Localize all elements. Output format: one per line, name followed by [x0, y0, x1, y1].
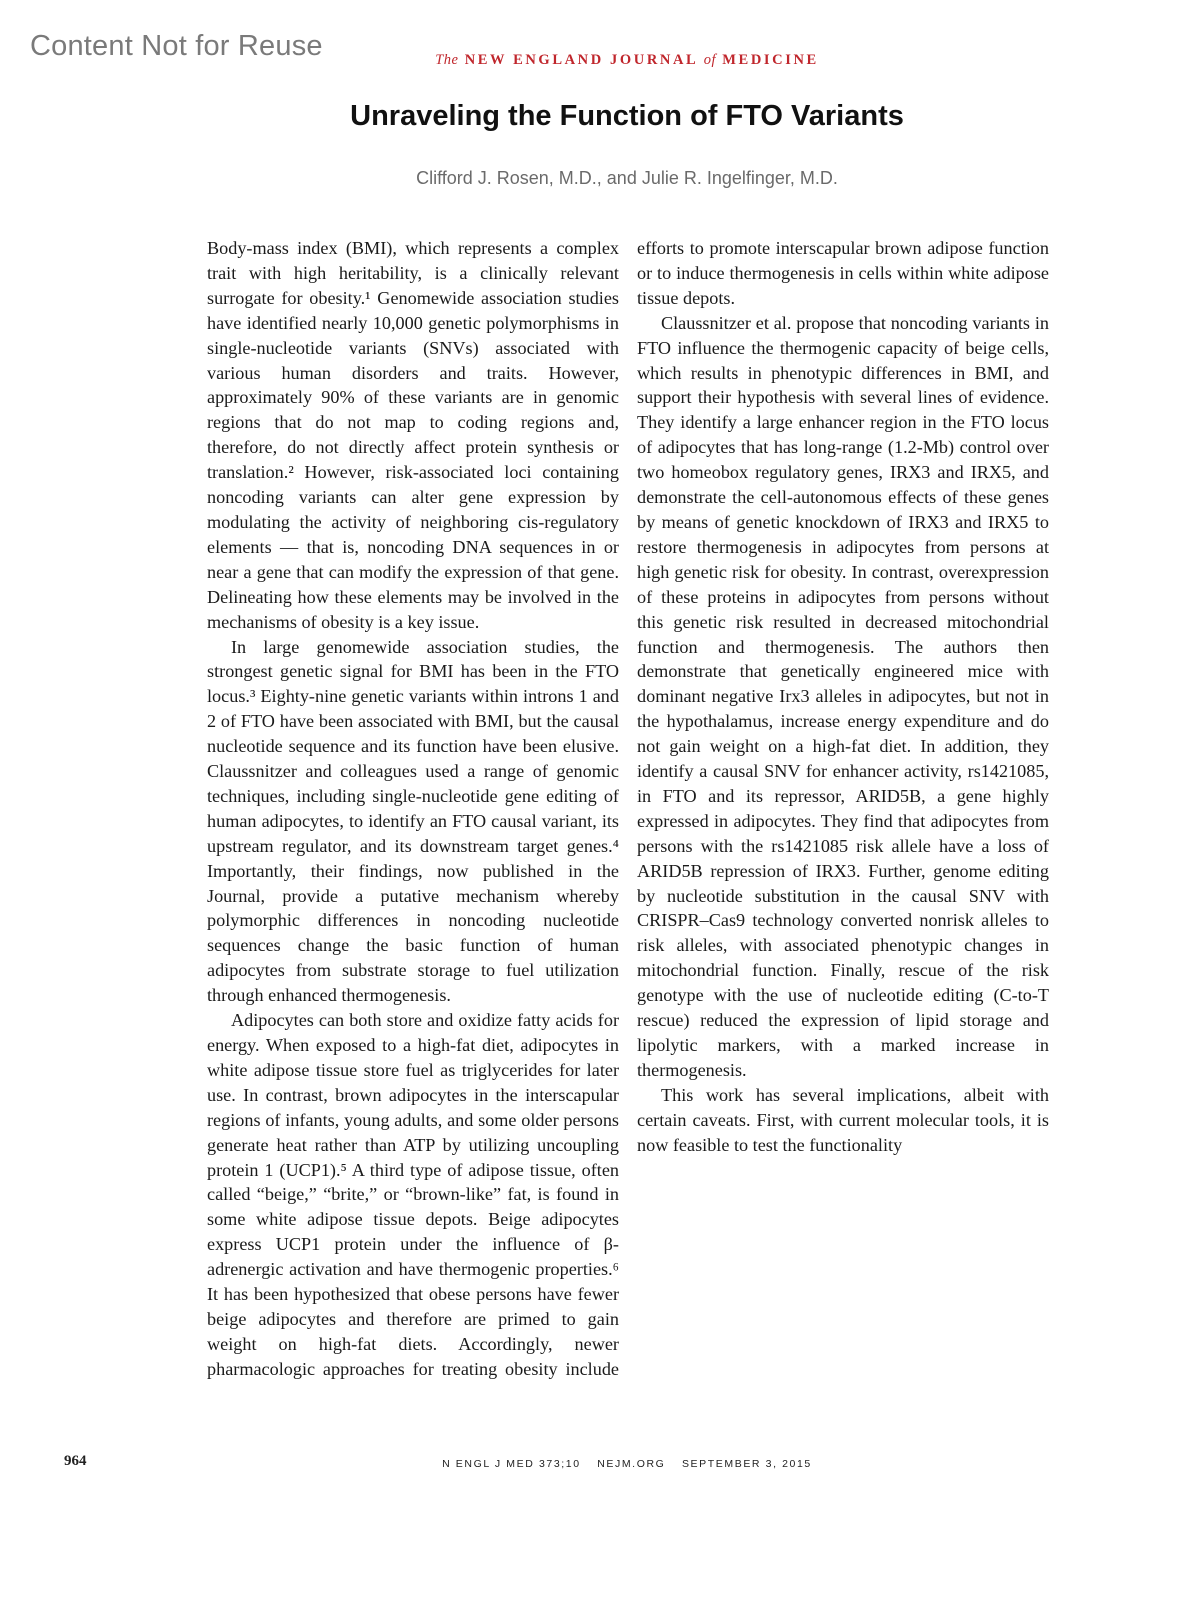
body-paragraph: In large genomewide association studies, the strongest genetic signal for BMI has been in the FTO locus.³ Eighty-nine genetic variants within introns 1 and 2 of FTO have been associated with BMI, but the causal nucleotide sequence and its function have been elusive. Claussnitzer and colleagues used a range of genomic techniques, including single-nucleotide gene editing of human adipocytes, to identify an FTO causal variant, its upstream regulator, and its downstream target genes.⁴ Importantly, their findings, now published in the Journal, provide a putative mechanism whereby polymorphic differences in noncoding nucleotide sequences change the basic function of human adipocytes from substrate storage to fuel utilization through enhanced thermogenesis. — [207, 636, 619, 1006]
masthead-end: MEDICINE — [722, 52, 819, 68]
body-paragraph: This work has several implications, albeit with certain caveats. First, with current molecular tools, it is now feasible to test the functionality — [637, 1084, 1049, 1155]
masthead-mid: NEW ENGLAND JOURNAL — [464, 52, 698, 68]
journal-masthead — [0, 52, 1200, 69]
article-authors: Clifford J. Rosen, M.D., and Julie R. Ingelfinger, M.D. — [416, 168, 838, 188]
footer-site: NEJM.ORG — [597, 1458, 666, 1470]
masthead-of: of — [703, 52, 717, 68]
page-number: 964 — [64, 1453, 87, 1469]
footer-date: SEPTEMBER 3, 2015 — [681, 1458, 812, 1470]
watermark: Content Not for Reuse — [30, 30, 323, 62]
body-paragraph: Claussnitzer et al. propose that noncoding variants in FTO influence the thermogenic capacity of beige cells, which results in phenotypic differences in BMI, and support their hypothesis with several lines of evidence. They identify a large enhancer region in the FTO locus of adipocytes that has long-range (1.2-Mb) control over two homeobox regulatory genes, IRX3 and IRX5, and demonstrate the cell-autonomous effects of these genes by means of genetic knockdown of IRX3 and IRX5 to restore thermogenesis in adipocytes from persons at high genetic risk for obesity. In contrast, overexpression of these proteins in adipocytes from persons without this genetic risk resulted in decreased mitochondrial function and thermogenesis. The authors then demonstrate that genetically engineered mice with dominant negative Irx3 alleles in adipocytes, but not in the hypothalamus, increase energy expenditure and do not gain weight on a high-fat diet. In addition, they identify a causal SNV for enhancer activity, rs1421085, in FTO and its repressor, ARID5B, a gene highly expressed in adipocytes. They find that adipocytes from persons with the rs1421085 risk allele have a loss of ARID5B repression of IRX3. Further, genome editing by nucleotide substitution in the causal SNV with CRISPR–Cas9 technology converted nonrisk alleles to risk alleles, with associated phenotypic changes in mitochondrial function. Finally, rescue of the risk genotype with the use of nucleotide editing (C-to-T rescue) reduced the expression of lipid storage and lipolytic markers, with a marked increase in thermogenesis. — [637, 312, 1049, 1080]
article-body — [207, 236, 1049, 1386]
footer-citation: N ENGL J MED 373;10 — [442, 1458, 581, 1470]
body-paragraph: Body-mass index (BMI), which represents a complex trait with high heritability, is a clinically relevant surrogate for obesity.¹ Genomewide association studies have identified nearly 10,000 genetic polymorphisms in single-nucleotide variants (SNVs) associated with various human disorders and traits. However, approximately 90% of these variants are in genomic regions that do not map to coding regions and, therefore, do not directly affect protein synthesis or translation.² However, risk-associated loci containing noncoding variants can alter gene expression by modulating the activity of neighboring cis-regulatory elements — that is, noncoding DNA sequences in or near a gene that can modify the expression of that gene. Delineating how these elements may be involved in the mechanisms of obesity is a key issue. — [207, 238, 619, 632]
article-title: Unraveling the Function of FTO Variants — [350, 100, 904, 132]
page-footer — [0, 1458, 1200, 1470]
masthead-the: The — [435, 52, 459, 68]
body-paragraph: Adipocytes can both store and oxidize fatty acids for energy. When exposed to a high-fat diet, adipocytes in white adipose tissue store fuel as triglycerides for later use. In contrast, brown adipocytes in the interscapular regions of infants, young adults, and some older persons generate heat rather than ATP by utilizing uncoupling protein 1 (UCP1).⁵ A third type of adipose tissue, often called “beige,” “brite,” or “brown-like” fat, is found in some white adipose tissue depots. Beige adipocytes express UCP1 protein under the influence of β-adrenergic activation and have thermogenic properties.⁶ It has been hypothesized that obese persons have fewer beige adipocytes and therefore are primed to gain weight on high-fat diets. Accordingly, newer pharmacologic approaches for treating obesity include efforts to promote interscapular brown adipose function or to induce thermogenesis in cells within white adipose tissue depots. — [207, 238, 1049, 1379]
